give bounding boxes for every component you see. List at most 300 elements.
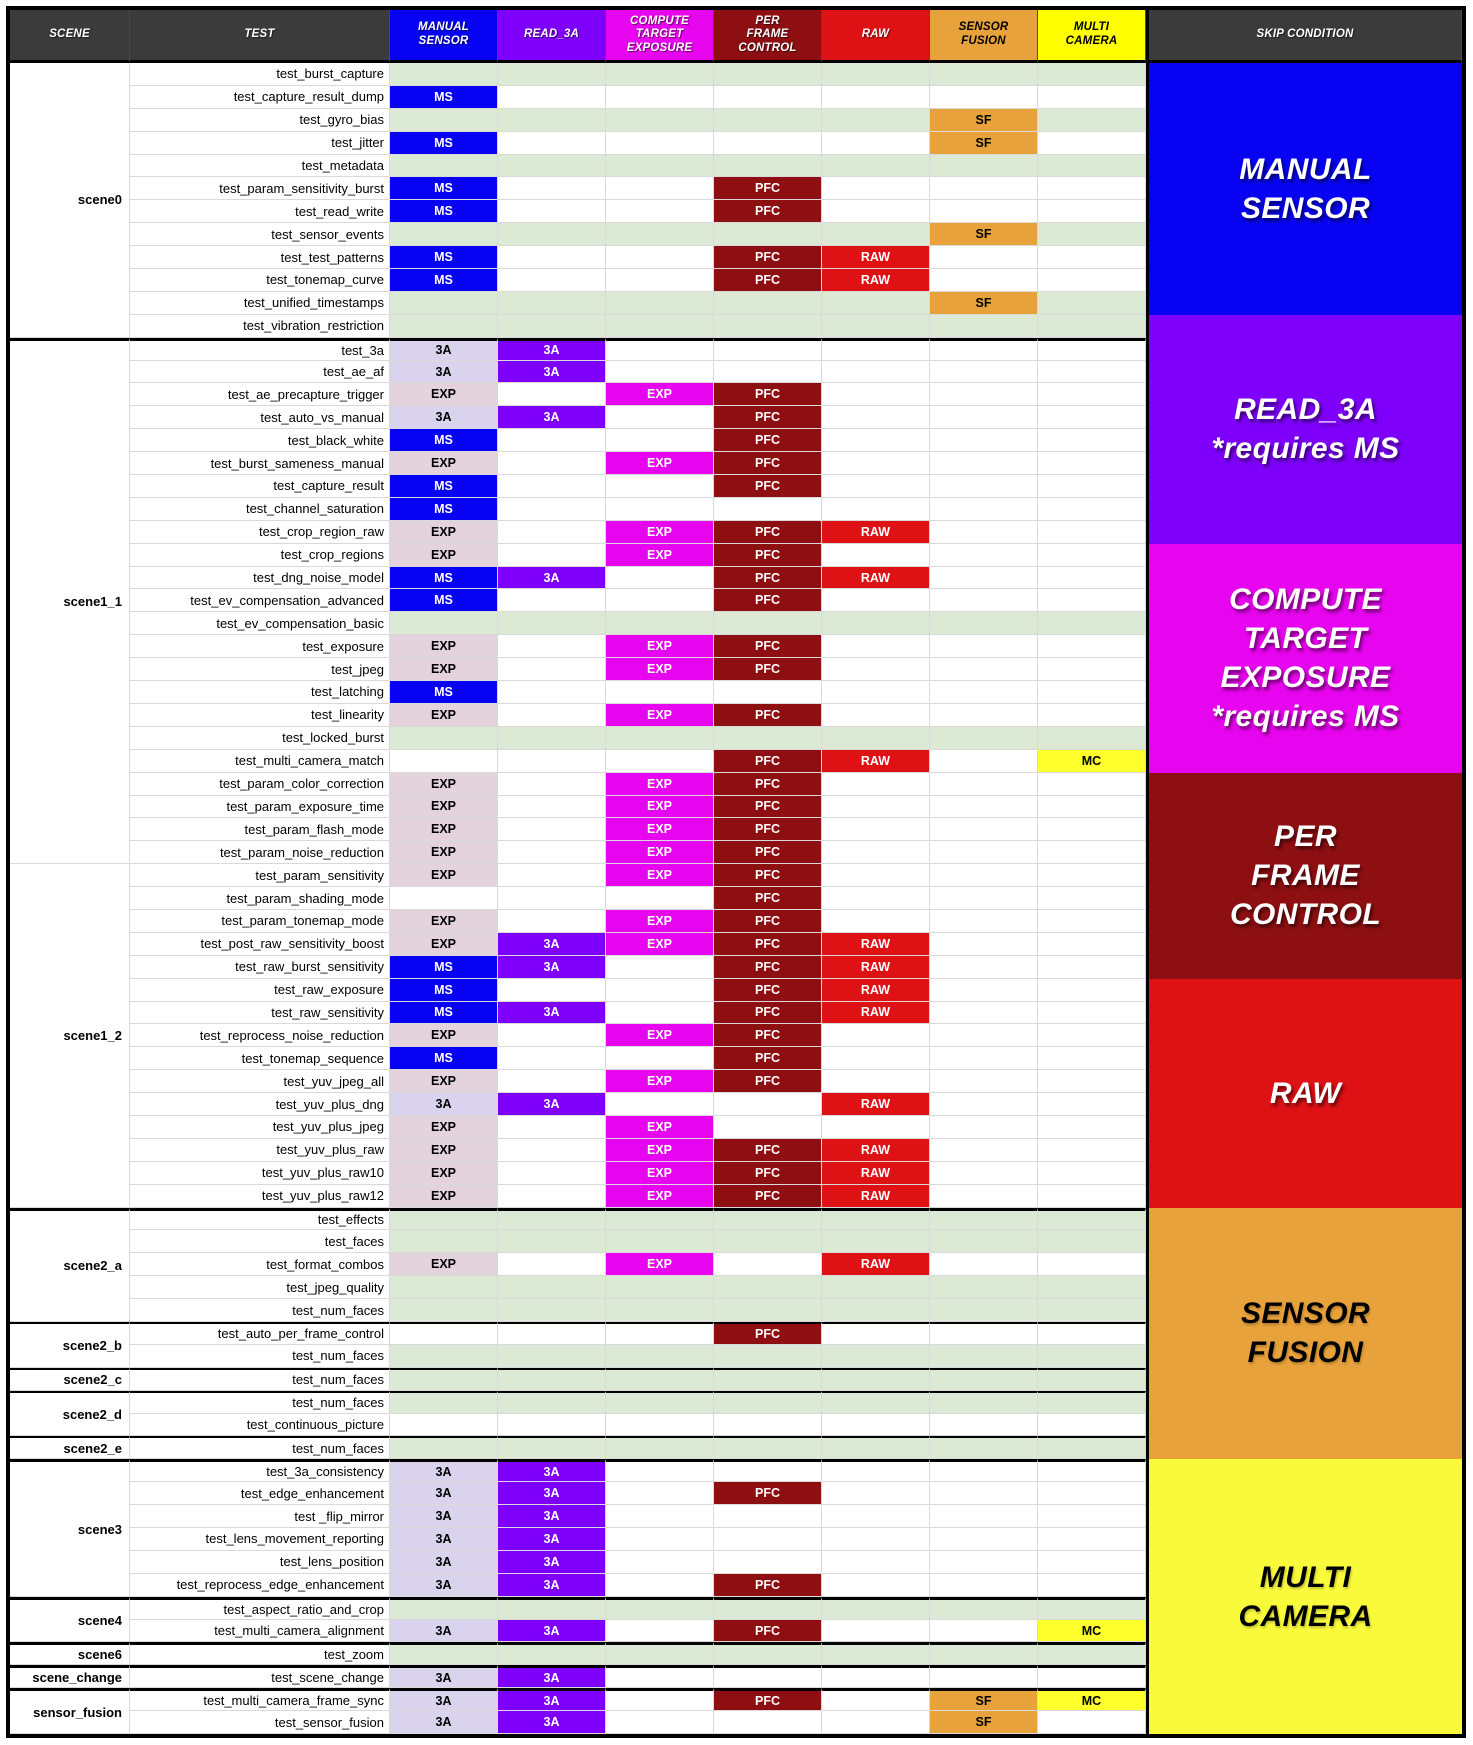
skip-condition-block-sensor <box>1146 1208 1462 1460</box>
test-name: test_3a_consistency <box>130 1459 390 1482</box>
header-cte-line: EXPOSURE <box>626 41 693 54</box>
test-name: test_crop_region_raw <box>130 521 390 544</box>
sf-cell <box>930 1528 1038 1551</box>
pfc-requirement-chip: PFC <box>714 750 822 773</box>
ms-cell <box>390 1414 498 1437</box>
test-name: test_yuv_jpeg_all <box>130 1070 390 1093</box>
r3a-cell <box>498 1322 606 1345</box>
r3a-cell <box>498 841 606 864</box>
test-name: test_faces <box>130 1230 390 1253</box>
sf-cell <box>930 681 1038 704</box>
sf-cell <box>930 979 1038 1002</box>
pfc-requirement-chip: PFC <box>714 1002 822 1025</box>
pfc-cell <box>714 727 822 750</box>
skip-condition-text-line: COMPUTE <box>1229 583 1382 617</box>
raw-requirement-chip: RAW <box>822 269 930 292</box>
r3a-cell <box>498 1116 606 1139</box>
header-test <box>130 10 390 63</box>
ms-requirement-chip: MS <box>390 979 498 1002</box>
sf-cell <box>930 1002 1038 1025</box>
skip-condition-text-line: CONTROL <box>1229 898 1382 932</box>
ms-requirement-chip: EXP <box>390 521 498 544</box>
pfc-cell <box>714 1642 822 1665</box>
ms-requirement-chip: EXP <box>390 1162 498 1185</box>
sf-cell <box>930 1459 1038 1482</box>
sf-cell <box>930 1482 1038 1505</box>
header-mc-line: MULTI <box>1073 21 1110 34</box>
pfc-requirement-chip: PFC <box>714 818 822 841</box>
cte-cell <box>606 1620 714 1643</box>
test-name: test_num_faces <box>130 1368 390 1391</box>
cte-cell <box>606 177 714 200</box>
sf-cell <box>930 429 1038 452</box>
sf-cell <box>930 1642 1038 1665</box>
mc-cell <box>1038 246 1146 269</box>
raw-cell <box>822 681 930 704</box>
sf-cell <box>930 1574 1038 1597</box>
mc-cell <box>1038 956 1146 979</box>
sf-cell <box>930 1322 1038 1345</box>
pfc-cell <box>714 1551 822 1574</box>
mc-cell <box>1038 155 1146 178</box>
pfc-requirement-chip: PFC <box>714 246 822 269</box>
pfc-requirement-chip: PFC <box>714 544 822 567</box>
raw-cell <box>822 338 930 361</box>
pfc-cell <box>714 1345 822 1368</box>
header-r3a-line: READ_3A <box>523 28 580 41</box>
cte-cell <box>606 200 714 223</box>
sf-cell <box>930 1047 1038 1070</box>
r3a-cell <box>498 1070 606 1093</box>
skip-condition-text-line: SENSOR <box>1240 191 1371 225</box>
pfc-requirement-chip: PFC <box>714 1139 822 1162</box>
r3a-requirement-chip: 3A <box>498 1002 606 1025</box>
cte-cell <box>606 979 714 1002</box>
raw-cell <box>822 1414 930 1437</box>
cte-cell <box>606 1047 714 1070</box>
sf-cell <box>930 635 1038 658</box>
raw-cell <box>822 612 930 635</box>
cte-cell <box>606 1436 714 1459</box>
sf-cell <box>930 1208 1038 1231</box>
ms-requirement-chip: EXP <box>390 452 498 475</box>
header-sf-line: FUSION <box>961 35 1006 47</box>
raw-cell <box>822 155 930 178</box>
mc-requirement-chip: MC <box>1038 1620 1146 1643</box>
sf-cell <box>930 246 1038 269</box>
r3a-requirement-chip: 3A <box>498 1711 606 1734</box>
pfc-requirement-chip: PFC <box>714 1322 822 1345</box>
test-name: test_tonemap_sequence <box>130 1047 390 1070</box>
sf-cell <box>930 1597 1038 1620</box>
header-pfc-line: CONTROL <box>738 41 797 54</box>
sf-cell <box>930 1620 1038 1643</box>
test-name: test_black_white <box>130 429 390 452</box>
cte-requirement-chip: EXP <box>606 1024 714 1047</box>
mc-cell <box>1038 796 1146 819</box>
r3a-cell <box>498 498 606 521</box>
scene-label-scene2_a: scene2_a <box>10 1208 130 1322</box>
test-name: test_ae_precapture_trigger <box>130 383 390 406</box>
pfc-cell <box>714 1093 822 1116</box>
cte-cell <box>606 1093 714 1116</box>
cte-cell <box>606 1322 714 1345</box>
ms-requirement-chip: MS <box>390 1002 498 1025</box>
test-name: test_param_shading_mode <box>130 887 390 910</box>
test-name: test_multi_camera_alignment <box>130 1620 390 1643</box>
cte-requirement-chip: EXP <box>606 1116 714 1139</box>
raw-cell <box>822 86 930 109</box>
header-scene <box>10 10 130 63</box>
raw-cell <box>822 361 930 384</box>
cte-cell <box>606 750 714 773</box>
ms-cell <box>390 750 498 773</box>
mc-cell <box>1038 1436 1146 1459</box>
r3a-cell <box>498 1230 606 1253</box>
test-name: test_locked_burst <box>130 727 390 750</box>
r3a-cell <box>498 635 606 658</box>
pfc-requirement-chip: PFC <box>714 658 822 681</box>
header-sf <box>930 10 1038 63</box>
r3a-requirement-chip: 3A <box>498 1528 606 1551</box>
test-name: test_capture_result <box>130 475 390 498</box>
sf-cell <box>930 933 1038 956</box>
r3a-cell <box>498 63 606 86</box>
sf-cell <box>930 1391 1038 1414</box>
mc-cell <box>1038 681 1146 704</box>
ms-requirement-chip: MS <box>390 246 498 269</box>
ms-requirement-chip: MS <box>390 475 498 498</box>
r3a-cell <box>498 796 606 819</box>
header-r3a <box>498 10 606 63</box>
raw-cell <box>822 1070 930 1093</box>
ms-requirement-chip: 3A <box>390 1505 498 1528</box>
mc-cell <box>1038 1711 1146 1734</box>
test-name: test_sensor_fusion <box>130 1711 390 1734</box>
r3a-requirement-chip: 3A <box>498 1482 606 1505</box>
ms-cell <box>390 1436 498 1459</box>
raw-cell <box>822 1322 930 1345</box>
header-cte <box>606 10 714 63</box>
cte-cell <box>606 86 714 109</box>
ms-requirement-chip: EXP <box>390 658 498 681</box>
raw-cell <box>822 1276 930 1299</box>
test-name: test_aspect_ratio_and_crop <box>130 1597 390 1620</box>
r3a-cell <box>498 269 606 292</box>
ms-requirement-chip: 3A <box>390 1551 498 1574</box>
mc-cell <box>1038 818 1146 841</box>
ms-requirement-chip: MS <box>390 956 498 979</box>
mc-cell <box>1038 269 1146 292</box>
raw-cell <box>822 1528 930 1551</box>
header-pfc-line: PER <box>755 14 780 27</box>
raw-cell <box>822 109 930 132</box>
cte-requirement-chip: EXP <box>606 1253 714 1276</box>
r3a-cell <box>498 1024 606 1047</box>
ms-requirement-chip: MS <box>390 1047 498 1070</box>
r3a-cell <box>498 1253 606 1276</box>
mc-cell <box>1038 979 1146 1002</box>
mc-cell <box>1038 1345 1146 1368</box>
pfc-cell <box>714 1459 822 1482</box>
cte-requirement-chip: EXP <box>606 635 714 658</box>
pfc-cell <box>714 338 822 361</box>
r3a-cell <box>498 1208 606 1231</box>
cte-cell <box>606 1597 714 1620</box>
ms-requirement-chip: 3A <box>390 1093 498 1116</box>
skip-condition-text-line: FUSION <box>1247 1336 1364 1370</box>
sf-cell <box>930 887 1038 910</box>
cte-cell <box>606 109 714 132</box>
cte-cell <box>606 1505 714 1528</box>
test-name: test _flip_mirror <box>130 1505 390 1528</box>
test-name: test_lens_position <box>130 1551 390 1574</box>
test-name: test_multi_camera_match <box>130 750 390 773</box>
cte-requirement-chip: EXP <box>606 383 714 406</box>
mc-cell <box>1038 521 1146 544</box>
ms-requirement-chip: EXP <box>390 841 498 864</box>
skip-condition-block-read-3a <box>1146 315 1462 544</box>
mc-cell <box>1038 292 1146 315</box>
cte-cell <box>606 1276 714 1299</box>
r3a-cell <box>498 109 606 132</box>
cte-cell <box>606 1528 714 1551</box>
mc-cell <box>1038 383 1146 406</box>
raw-cell <box>822 1116 930 1139</box>
raw-requirement-chip: RAW <box>822 979 930 1002</box>
pfc-cell <box>714 1391 822 1414</box>
sf-cell <box>930 1230 1038 1253</box>
pfc-cell <box>714 223 822 246</box>
test-name: test_tonemap_curve <box>130 269 390 292</box>
skip-condition-text-line: MANUAL <box>1239 152 1372 186</box>
test-name: test_num_faces <box>130 1391 390 1414</box>
ms-requirement-chip: 3A <box>390 361 498 384</box>
raw-cell <box>822 1459 930 1482</box>
pfc-cell <box>714 109 822 132</box>
cte-requirement-chip: EXP <box>606 452 714 475</box>
ms-cell <box>390 1208 498 1231</box>
test-name: test_raw_exposure <box>130 979 390 1002</box>
pfc-requirement-chip: PFC <box>714 796 822 819</box>
test-name: test_unified_timestamps <box>130 292 390 315</box>
mc-cell <box>1038 1162 1146 1185</box>
header-cte-line: COMPUTE <box>630 14 689 27</box>
pfc-requirement-chip: PFC <box>714 1162 822 1185</box>
cte-cell <box>606 1688 714 1711</box>
cte-cell <box>606 1230 714 1253</box>
cte-requirement-chip: EXP <box>606 1139 714 1162</box>
header-cte-line: TARGET <box>635 28 684 41</box>
ms-cell <box>390 155 498 178</box>
sf-cell <box>930 658 1038 681</box>
sf-cell <box>930 864 1038 887</box>
r3a-requirement-chip: 3A <box>498 406 606 429</box>
mc-cell <box>1038 1230 1146 1253</box>
raw-cell <box>822 1024 930 1047</box>
raw-cell <box>822 1574 930 1597</box>
sf-cell <box>930 1024 1038 1047</box>
raw-cell <box>822 704 930 727</box>
raw-cell <box>822 1688 930 1711</box>
ms-cell <box>390 1276 498 1299</box>
sf-cell <box>930 1299 1038 1322</box>
test-name: test_param_tonemap_mode <box>130 910 390 933</box>
test-name: test_linearity <box>130 704 390 727</box>
test-name: test_test_patterns <box>130 246 390 269</box>
test-name: test_vibration_restriction <box>130 315 390 338</box>
ms-requirement-chip: 3A <box>390 1482 498 1505</box>
sf-cell <box>930 750 1038 773</box>
ms-requirement-chip: MS <box>390 177 498 200</box>
test-name: test_edge_enhancement <box>130 1482 390 1505</box>
ms-requirement-chip: EXP <box>390 1070 498 1093</box>
pfc-requirement-chip: PFC <box>714 521 822 544</box>
sf-cell <box>930 1253 1038 1276</box>
ms-cell <box>390 315 498 338</box>
raw-requirement-chip: RAW <box>822 933 930 956</box>
ms-requirement-chip: MS <box>390 86 498 109</box>
pfc-requirement-chip: PFC <box>714 567 822 590</box>
skip-condition-text-line: RAW <box>1269 1076 1342 1110</box>
pfc-cell <box>714 86 822 109</box>
ms-requirement-chip: 3A <box>390 406 498 429</box>
raw-cell <box>822 887 930 910</box>
cte-requirement-chip: EXP <box>606 796 714 819</box>
cte-requirement-chip: EXP <box>606 1185 714 1208</box>
r3a-cell <box>498 1597 606 1620</box>
scene-label-scene4: scene4 <box>10 1597 130 1643</box>
sf-cell <box>930 1116 1038 1139</box>
test-name: test_dng_noise_model <box>130 567 390 590</box>
r3a-requirement-chip: 3A <box>498 933 606 956</box>
raw-cell <box>822 796 930 819</box>
pfc-requirement-chip: PFC <box>714 269 822 292</box>
raw-cell <box>822 63 930 86</box>
r3a-requirement-chip: 3A <box>498 361 606 384</box>
sf-cell <box>930 1093 1038 1116</box>
cte-cell <box>606 292 714 315</box>
sf-cell <box>930 475 1038 498</box>
test-name: test_auto_vs_manual <box>130 406 390 429</box>
pfc-requirement-chip: PFC <box>714 956 822 979</box>
pfc-requirement-chip: PFC <box>714 1688 822 1711</box>
skip-condition-text-line: READ_3A <box>1234 393 1377 427</box>
sf-cell <box>930 544 1038 567</box>
r3a-cell <box>498 1368 606 1391</box>
ms-requirement-chip: EXP <box>390 544 498 567</box>
pfc-requirement-chip: PFC <box>714 429 822 452</box>
pfc-cell <box>714 1116 822 1139</box>
raw-cell <box>822 1436 930 1459</box>
header-sf-line: SENSOR <box>958 21 1009 34</box>
raw-cell <box>822 200 930 223</box>
test-name: test_reprocess_noise_reduction <box>130 1024 390 1047</box>
ms-requirement-chip: EXP <box>390 933 498 956</box>
mc-cell <box>1038 86 1146 109</box>
r3a-requirement-chip: 3A <box>498 1093 606 1116</box>
cte-cell <box>606 1551 714 1574</box>
scene-label-scene2_c: scene2_c <box>10 1368 130 1391</box>
r3a-requirement-chip: 3A <box>498 1459 606 1482</box>
sf-cell <box>930 315 1038 338</box>
cte-cell <box>606 269 714 292</box>
header-skip-line: SKIP CONDITION <box>1256 28 1354 41</box>
pfc-requirement-chip: PFC <box>714 452 822 475</box>
mc-cell <box>1038 1139 1146 1162</box>
r3a-requirement-chip: 3A <box>498 338 606 361</box>
mc-cell <box>1038 200 1146 223</box>
raw-cell <box>822 910 930 933</box>
test-name: test_yuv_plus_raw10 <box>130 1162 390 1185</box>
skip-condition-block-compute <box>1146 544 1462 773</box>
r3a-cell <box>498 979 606 1002</box>
test-name: test_jpeg_quality <box>130 1276 390 1299</box>
cte-cell <box>606 567 714 590</box>
sf-cell <box>930 1551 1038 1574</box>
header-skip <box>1146 10 1462 63</box>
test-name: test_param_color_correction <box>130 773 390 796</box>
raw-requirement-chip: RAW <box>822 1139 930 1162</box>
cte-cell <box>606 1665 714 1688</box>
ms-cell <box>390 612 498 635</box>
test-name: test_3a <box>130 338 390 361</box>
ms-cell <box>390 727 498 750</box>
ms-requirement-chip: EXP <box>390 773 498 796</box>
mc-cell <box>1038 315 1146 338</box>
cte-cell <box>606 887 714 910</box>
mc-cell <box>1038 1276 1146 1299</box>
test-name: test_num_faces <box>130 1345 390 1368</box>
ms-requirement-chip: MS <box>390 269 498 292</box>
test-name: test_raw_sensitivity <box>130 1002 390 1025</box>
raw-requirement-chip: RAW <box>822 1253 930 1276</box>
ms-cell <box>390 1299 498 1322</box>
raw-cell <box>822 475 930 498</box>
raw-requirement-chip: RAW <box>822 1002 930 1025</box>
r3a-requirement-chip: 3A <box>498 956 606 979</box>
pfc-requirement-chip: PFC <box>714 475 822 498</box>
pfc-cell <box>714 1299 822 1322</box>
ms-cell <box>390 223 498 246</box>
skip-condition-text-line: *requires MS <box>1211 700 1400 734</box>
mc-cell <box>1038 1414 1146 1437</box>
mc-cell <box>1038 406 1146 429</box>
raw-requirement-chip: RAW <box>822 521 930 544</box>
ms-requirement-chip: MS <box>390 498 498 521</box>
mc-cell <box>1038 612 1146 635</box>
mc-cell <box>1038 63 1146 86</box>
pfc-requirement-chip: PFC <box>714 773 822 796</box>
scene-label-scene1_2: scene1_2 <box>10 864 130 1207</box>
raw-cell <box>822 452 930 475</box>
ms-requirement-chip: 3A <box>390 1665 498 1688</box>
sf-cell <box>930 612 1038 635</box>
sf-cell <box>930 383 1038 406</box>
sf-cell <box>930 704 1038 727</box>
raw-cell <box>822 1482 930 1505</box>
sf-requirement-chip: SF <box>930 1711 1038 1734</box>
sf-cell <box>930 1414 1038 1437</box>
cte-cell <box>606 612 714 635</box>
pfc-cell <box>714 132 822 155</box>
r3a-cell <box>498 910 606 933</box>
r3a-cell <box>498 750 606 773</box>
cte-cell <box>606 1642 714 1665</box>
cte-cell <box>606 1711 714 1734</box>
pfc-cell <box>714 315 822 338</box>
test-name: test_latching <box>130 681 390 704</box>
